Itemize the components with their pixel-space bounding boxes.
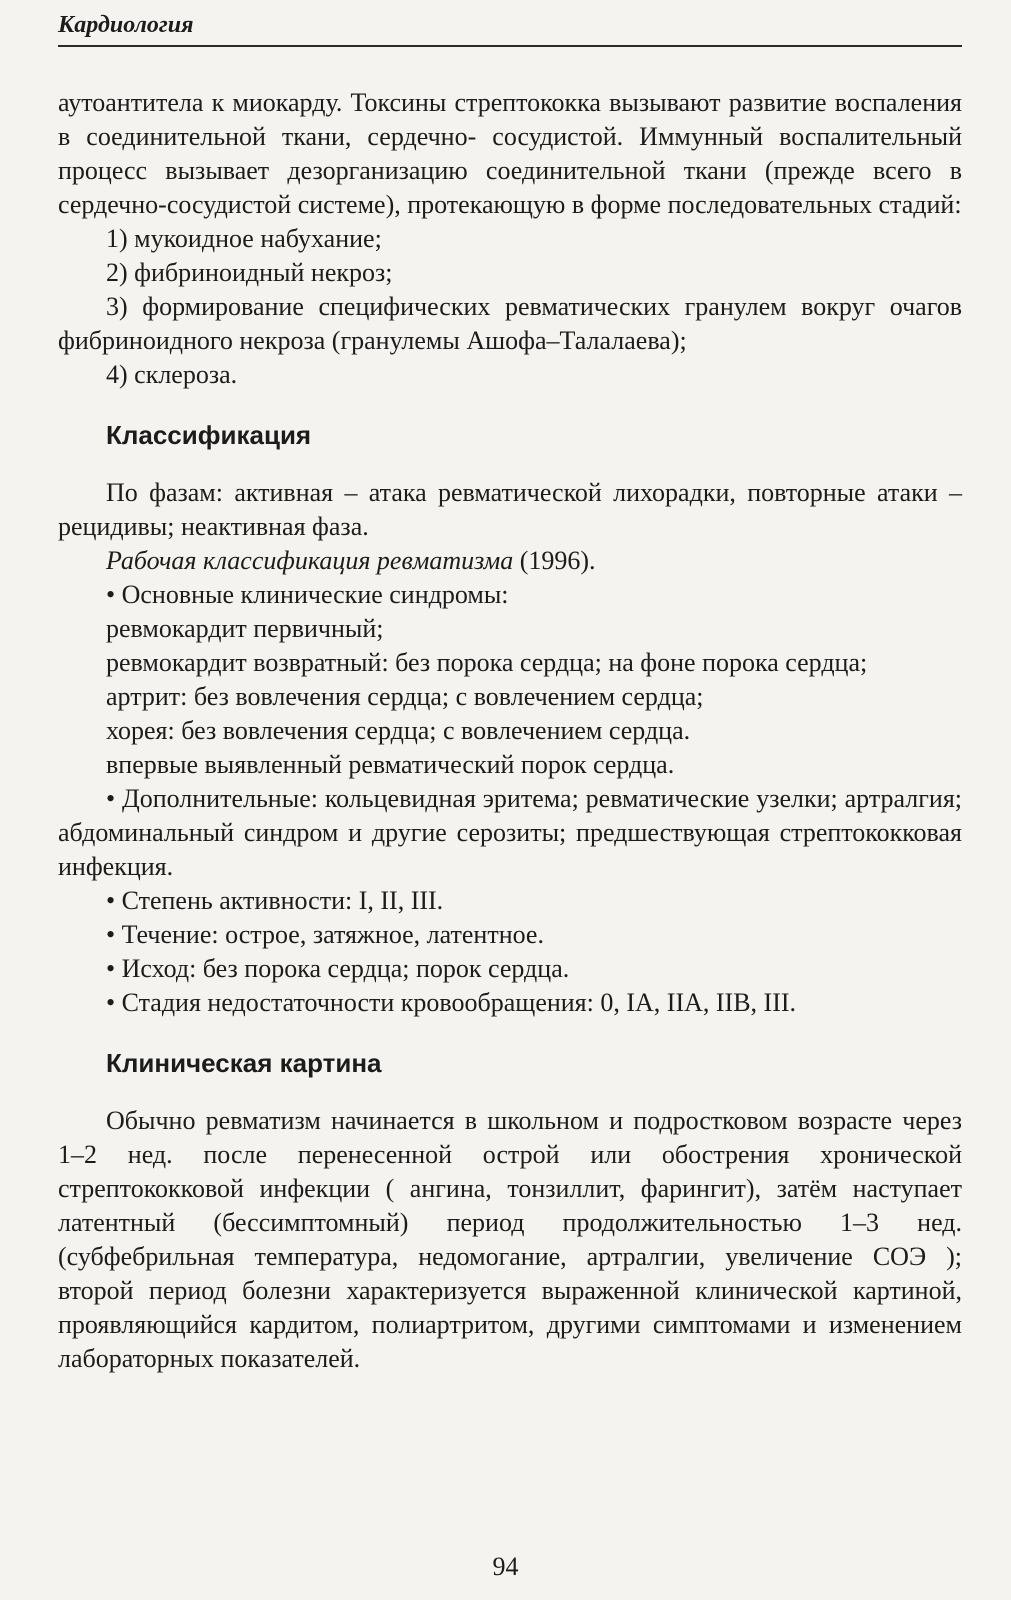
working-classification-title: Рабочая классификация ревматизма xyxy=(106,546,514,575)
activity-bullet: • Степень активности: I, II, III. xyxy=(106,886,444,915)
syndrome-item: впервые выявленный ревматический порок сердца. xyxy=(106,750,675,779)
course-bullet: • Течение: острое, затяжное, латентное. xyxy=(106,920,544,949)
stage-item: 3) формирование специфических ревматических гранулем вокруг очагов фибриноидного некроза (гранулемы Ашофа–Талалаева); xyxy=(58,292,962,355)
phases-paragraph: По фазам: активная – атака ревматической лихорадки, повторные атаки – рецидивы; неактивная фаза. xyxy=(58,478,962,541)
syndrome-item: ревмокардит возвратный: без порока сердца; на фоне порока сердца; xyxy=(106,648,868,677)
circulatory-failure-bullet: • Стадия недостаточности кровообращения: 0, IA, IIA, IIB, III. xyxy=(106,988,797,1017)
working-classification-line xyxy=(58,544,962,578)
page-body xyxy=(58,86,962,1376)
section-heading-classification: Классификация xyxy=(106,420,312,450)
working-classification-year: (1996). xyxy=(513,546,596,575)
stage-item: 2) фибриноидный некроз; xyxy=(106,258,393,287)
syndrome-item: хорея: без вовлечения сердца; с вовлечением сердца. xyxy=(106,716,691,745)
syndrome-item: артрит: без вовлечения сердца; с вовлечением сердца; xyxy=(106,682,704,711)
outcome-bullet: • Исход: без порока сердца; порок сердца. xyxy=(106,954,570,983)
stage-item: 4) склероза. xyxy=(106,360,238,389)
clinical-paragraph: Обычно ревматизм начинается в школьном и подростковом возрасте через 1–2 нед. после перенесенной острой или обострения хронической стрептококковой инфекции ( ангина, тонзиллит, фарингит), затём наступает латентный (бессимптомный) период продолжительностью 1–3 нед. (субфебрильная температура, недомогание, артралгии, увеличение СОЭ ); второй период болезни характеризуется выраженной клинической картиной, проявляющийся кардитом, полиартритом, другими симптомами и изменением лабораторных показателей. xyxy=(58,1106,962,1373)
intro-paragraph: аутоантитела к миокарду. Токсины стрептококка вызывают развитие воспаления в соединительной ткани, сердечно- сосудистой. Иммунный воспалительный процесс вызывает дезорганизацию соединительной ткани (прежде всего в сердечно-сосудистой системе), протекающую в форме последовательных стадий: xyxy=(58,88,962,219)
syndrome-item: ревмокардит первичный; xyxy=(106,614,384,643)
additional-bullet: • Дополнительные: кольцевидная эритема; ревматические узелки; артралгия; абдоминальный синдром и другие серозиты; предшествующая стрептококковая инфекция. xyxy=(58,784,962,881)
main-syndromes-label: • Основные клинические синдромы: xyxy=(106,580,509,609)
page-number: 94 xyxy=(492,1552,519,1581)
stage-item: 1) мукоидное набухание; xyxy=(106,224,382,253)
running-head: Кардиология xyxy=(58,12,962,47)
section-heading-clinical: Клиническая картина xyxy=(106,1048,382,1078)
